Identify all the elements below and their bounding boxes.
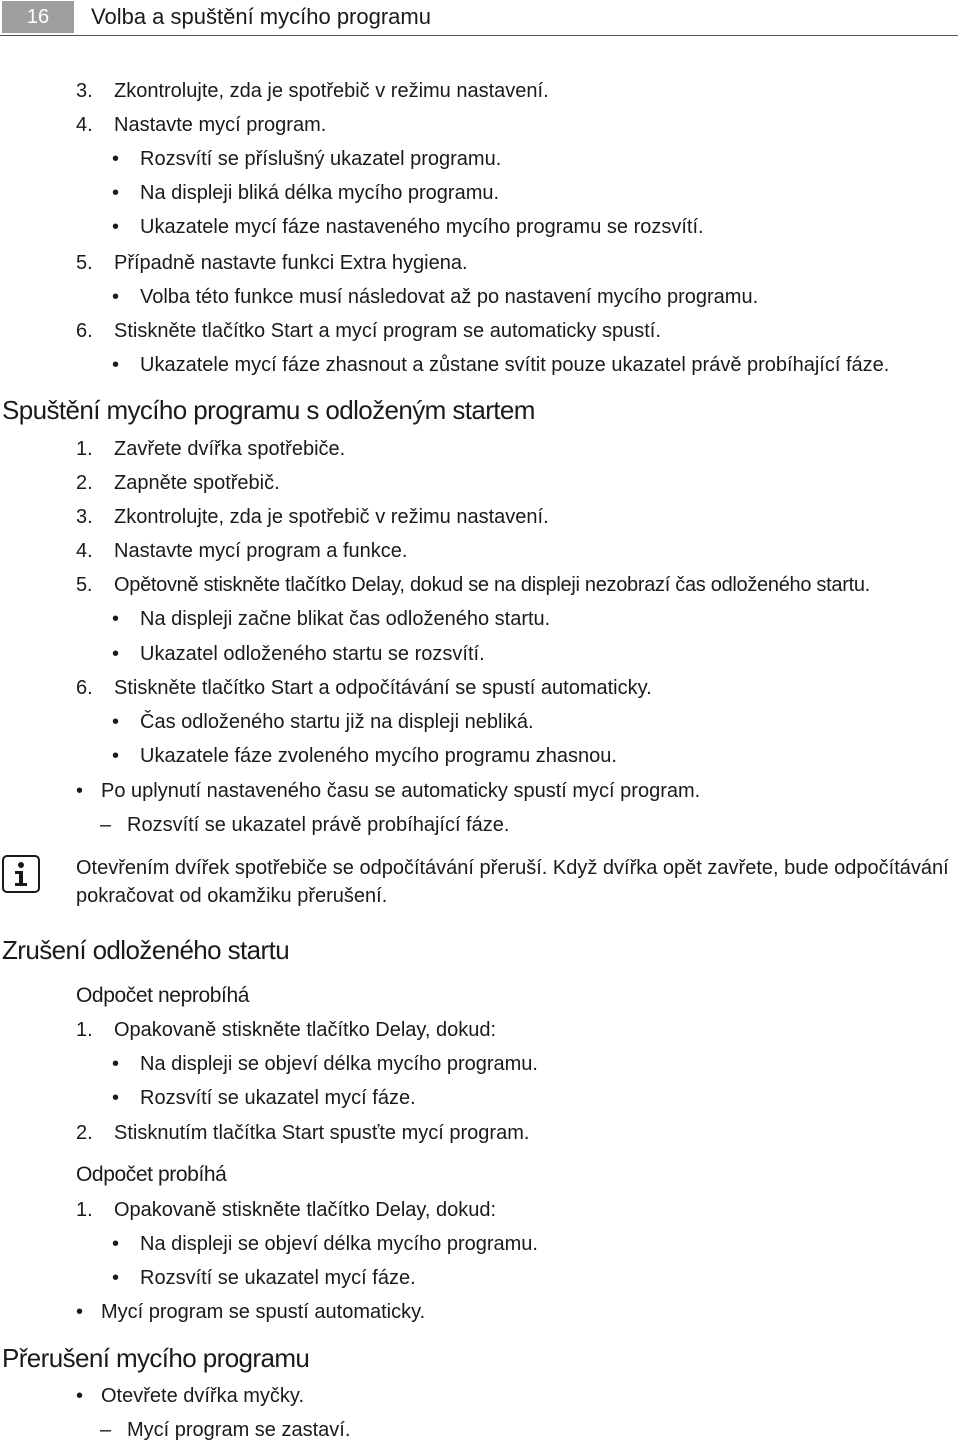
bullet: • bbox=[112, 608, 120, 630]
bullet-text: Ukazatele mycí fáze nastaveného mycího programu se rozsvítí. bbox=[140, 216, 704, 238]
step-text: Opakovaně stiskněte tlačítko Delay, dokud: bbox=[114, 1019, 497, 1041]
step-text: Opětovně stiskněte tlačítko Delay, dokud se na displeji nezobrazí čas odloženého startu. bbox=[114, 574, 870, 596]
step-number: 1. bbox=[76, 1199, 93, 1221]
step-text: Nastavte mycí program. bbox=[114, 114, 327, 136]
step-text: Stiskněte tlačítko Start a odpočítávání se spustí automaticky. bbox=[114, 677, 652, 699]
bullet: • bbox=[112, 1053, 120, 1075]
step-number: 6. bbox=[76, 320, 93, 342]
bullet: • bbox=[112, 1267, 120, 1289]
section-heading: Spuštění mycího programu s odloženým startem bbox=[2, 395, 535, 425]
step-number: 1. bbox=[76, 1019, 93, 1041]
bullet: • bbox=[76, 780, 84, 802]
page-number: 16 bbox=[2, 1, 74, 33]
page-header bbox=[0, 0, 960, 36]
step-text: Zavřete dvířka spotřebiče. bbox=[114, 438, 346, 460]
step-text: Zkontrolujte, zda je spotřebič v režimu nastavení. bbox=[114, 506, 549, 528]
bullet: • bbox=[112, 148, 120, 170]
bullet: • bbox=[76, 1301, 84, 1323]
step-text: Stisknutím tlačítka Start spusťte mycí program. bbox=[114, 1122, 530, 1144]
bullet-text: Ukazatel odloženého startu se rozsvítí. bbox=[140, 643, 485, 665]
step-text: Nastavte mycí program a funkce. bbox=[114, 540, 408, 562]
info-note: Otevřením dvířek spotřebiče se odpočítávání přeruší. Když dvířka opět zavřete, bude odpočítávání pokračovat od okamžiku přerušení. bbox=[76, 857, 949, 907]
bullet-text: Na displeji bliká délka mycího programu. bbox=[140, 182, 500, 204]
bullet: • bbox=[112, 1233, 120, 1255]
dash-marker: – bbox=[100, 814, 112, 836]
step-number: 4. bbox=[76, 114, 93, 136]
bullet: • bbox=[112, 182, 120, 204]
step-text: Případně nastavte funkci Extra hygiena. bbox=[114, 252, 468, 274]
bullet: • bbox=[112, 745, 120, 767]
step-text: Zapněte spotřebič. bbox=[114, 472, 280, 494]
bullet-text: Rozsvítí se ukazatel mycí fáze. bbox=[140, 1267, 416, 1289]
header-divider bbox=[0, 35, 958, 36]
bullet-text: Čas odloženého startu již na displeji nebliká. bbox=[140, 711, 534, 733]
step-number: 4. bbox=[76, 540, 93, 562]
step-text: Opakovaně stiskněte tlačítko Delay, dokud: bbox=[114, 1199, 497, 1221]
bullet: • bbox=[112, 354, 120, 376]
bullet: • bbox=[112, 1087, 120, 1109]
subsection-heading: Odpočet neprobíhá bbox=[76, 984, 250, 1007]
bullet-text: Mycí program se spustí automaticky. bbox=[101, 1301, 426, 1323]
bullet-text: Rozsvítí se příslušný ukazatel programu. bbox=[140, 148, 502, 170]
bullet-text: Na displeji začne blikat čas odloženého startu. bbox=[140, 608, 551, 630]
step-number: 2. bbox=[76, 472, 93, 494]
bullet: • bbox=[76, 1385, 84, 1407]
dash-text: Rozsvítí se ukazatel právě probíhající fáze. bbox=[127, 814, 510, 836]
step-text: Zkontrolujte, zda je spotřebič v režimu nastavení. bbox=[114, 80, 549, 102]
bullet-text: Na displeji se objeví délka mycího programu. bbox=[140, 1233, 538, 1255]
step-number: 5. bbox=[76, 574, 93, 596]
bullet-text: Volba této funkce musí následovat až po nastavení mycího programu. bbox=[140, 286, 759, 308]
step-number: 1. bbox=[76, 438, 93, 460]
step-number: 6. bbox=[76, 677, 93, 699]
step-number: 2. bbox=[76, 1122, 93, 1144]
bullet-text: Otevřete dvířka myčky. bbox=[101, 1385, 305, 1407]
info-icon bbox=[2, 855, 40, 893]
bullet-text: Ukazatele mycí fáze zhasnout a zůstane svítit pouze ukazatel právě probíhající fáze. bbox=[140, 354, 890, 376]
bullet: • bbox=[112, 711, 120, 733]
dash-text: Mycí program se zastaví. bbox=[127, 1419, 351, 1441]
bullet: • bbox=[112, 643, 120, 665]
bullet: • bbox=[112, 216, 120, 238]
step-number: 5. bbox=[76, 252, 93, 274]
bullet-text: Po uplynutí nastaveného času se automaticky spustí mycí program. bbox=[101, 780, 701, 802]
dash-marker: – bbox=[100, 1419, 112, 1441]
section-heading: Přerušení mycího programu bbox=[2, 1343, 310, 1373]
bullet-text: Rozsvítí se ukazatel mycí fáze. bbox=[140, 1087, 416, 1109]
bullet: • bbox=[112, 286, 120, 308]
section-heading: Zrušení odloženého startu bbox=[2, 935, 290, 965]
bullet-text: Ukazatele fáze zvoleného mycího programu zhasnou. bbox=[140, 745, 617, 767]
step-number: 3. bbox=[76, 80, 93, 102]
step-text: Stiskněte tlačítko Start a mycí program se automaticky spustí. bbox=[114, 320, 661, 342]
header-title: Volba a spuštění mycího programu bbox=[91, 4, 431, 29]
subsection-heading: Odpočet probíhá bbox=[76, 1163, 227, 1186]
step-number: 3. bbox=[76, 506, 93, 528]
bullet-text: Na displeji se objeví délka mycího programu. bbox=[140, 1053, 538, 1075]
